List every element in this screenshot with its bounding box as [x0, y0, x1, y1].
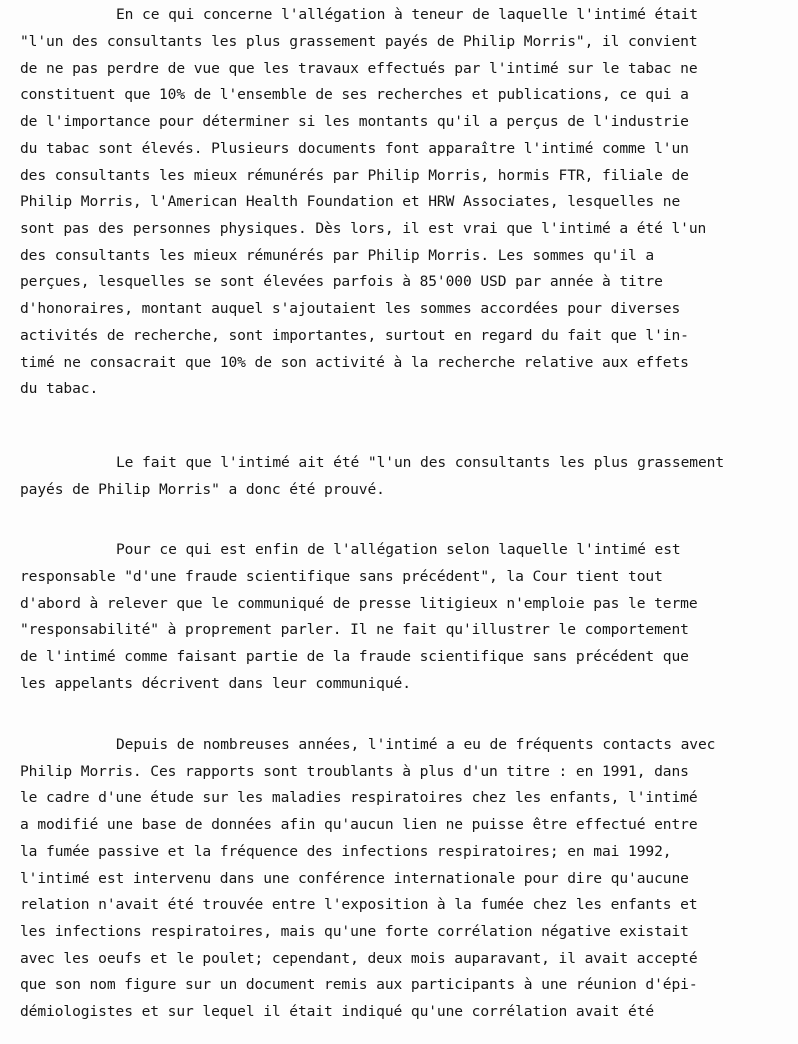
text-line: des consultants les mieux rémunérés par Philip Morris, hormis FTR, filiale de — [20, 167, 689, 184]
text-line: Pour ce qui est enfin de l'allégation selon laquelle l'intimé est — [116, 541, 681, 558]
text-line: d'abord à relever que le communiqué de presse litigieux n'emploie pas le terme — [20, 595, 698, 612]
text-line: de l'intimé comme faisant partie de la fraude scientifique sans précédent que — [20, 648, 689, 665]
text-line: Depuis de nombreuses années, l'intimé a eu de fréquents contacts avec — [116, 736, 716, 753]
text-line: En ce qui concerne l'allégation à teneur de laquelle l'intimé était — [116, 6, 698, 23]
text-line: timé ne consacrait que 10% de son activité à la recherche relative aux effets — [20, 354, 689, 371]
text-line: d'honoraires, montant auquel s'ajoutaient les sommes accordées pour diverses — [20, 300, 681, 317]
text-line: du tabac. — [20, 380, 99, 397]
text-line: les appelants décrivent dans leur communiqué. — [20, 675, 411, 692]
text-line: payés de Philip Morris" a donc été prouvé. — [20, 481, 385, 498]
text-line: Philip Morris, l'American Health Foundation et HRW Associates, lesquelles ne — [20, 193, 681, 210]
text-line: de ne pas perdre de vue que les travaux effectués par l'intimé sur le tabac ne — [20, 60, 698, 77]
text-line: avec les oeufs et le poulet; cependant, deux mois auparavant, il avait accepté — [20, 950, 698, 967]
text-line: la fumée passive et la fréquence des infections respiratoires; en mai 1992, — [20, 843, 672, 860]
text-line: "responsabilité" à proprement parler. Il ne fait qu'illustrer le comportement — [20, 621, 689, 638]
text-line: l'intimé est intervenu dans une conférence internationale pour dire qu'aucune — [20, 870, 689, 887]
text-line: les infections respiratoires, mais qu'une forte corrélation négative existait — [20, 923, 689, 940]
text-line: perçues, lesquelles se sont élevées parfois à 85'000 USD par année à titre — [20, 273, 663, 290]
text-line: a modifié une base de données afin qu'aucun lien ne puisse être effectué entre — [20, 816, 698, 833]
text-line: que son nom figure sur un document remis aux participants à une réunion d'épi- — [20, 976, 698, 993]
text-line: des consultants les mieux rémunérés par Philip Morris. Les sommes qu'il a — [20, 247, 655, 264]
text-line: démiologistes et sur lequel il était indiqué qu'une corrélation avait été — [20, 1003, 655, 1020]
text-line: de l'importance pour déterminer si les montants qu'il a perçus de l'industrie — [20, 113, 689, 130]
text-line: "l'un des consultants les plus grassement payés de Philip Morris", il convient — [20, 33, 698, 50]
text-line: le cadre d'une étude sur les maladies respiratoires chez les enfants, l'intimé — [20, 789, 698, 806]
text-line: activités de recherche, sont importantes, surtout en regard du fait que l'in- — [20, 327, 689, 344]
text-line: responsable "d'une fraude scientifique sans précédent", la Cour tient tout — [20, 568, 663, 585]
text-line: Le fait que l'intimé ait été "l'un des consultants les plus grassement — [116, 454, 725, 471]
text-line: du tabac sont élevés. Plusieurs documents font apparaître l'intimé comme l'un — [20, 140, 689, 157]
text-line: sont pas des personnes physiques. Dès lors, il est vrai que l'intimé a été l'un — [20, 220, 707, 237]
text-line: constituent que 10% de l'ensemble de ses recherches et publications, ce qui a — [20, 86, 689, 103]
text-line: Philip Morris. Ces rapports sont troublants à plus d'un titre : en 1991, dans — [20, 763, 689, 780]
text-line: relation n'avait été trouvée entre l'exposition à la fumée chez les enfants et — [20, 896, 698, 913]
